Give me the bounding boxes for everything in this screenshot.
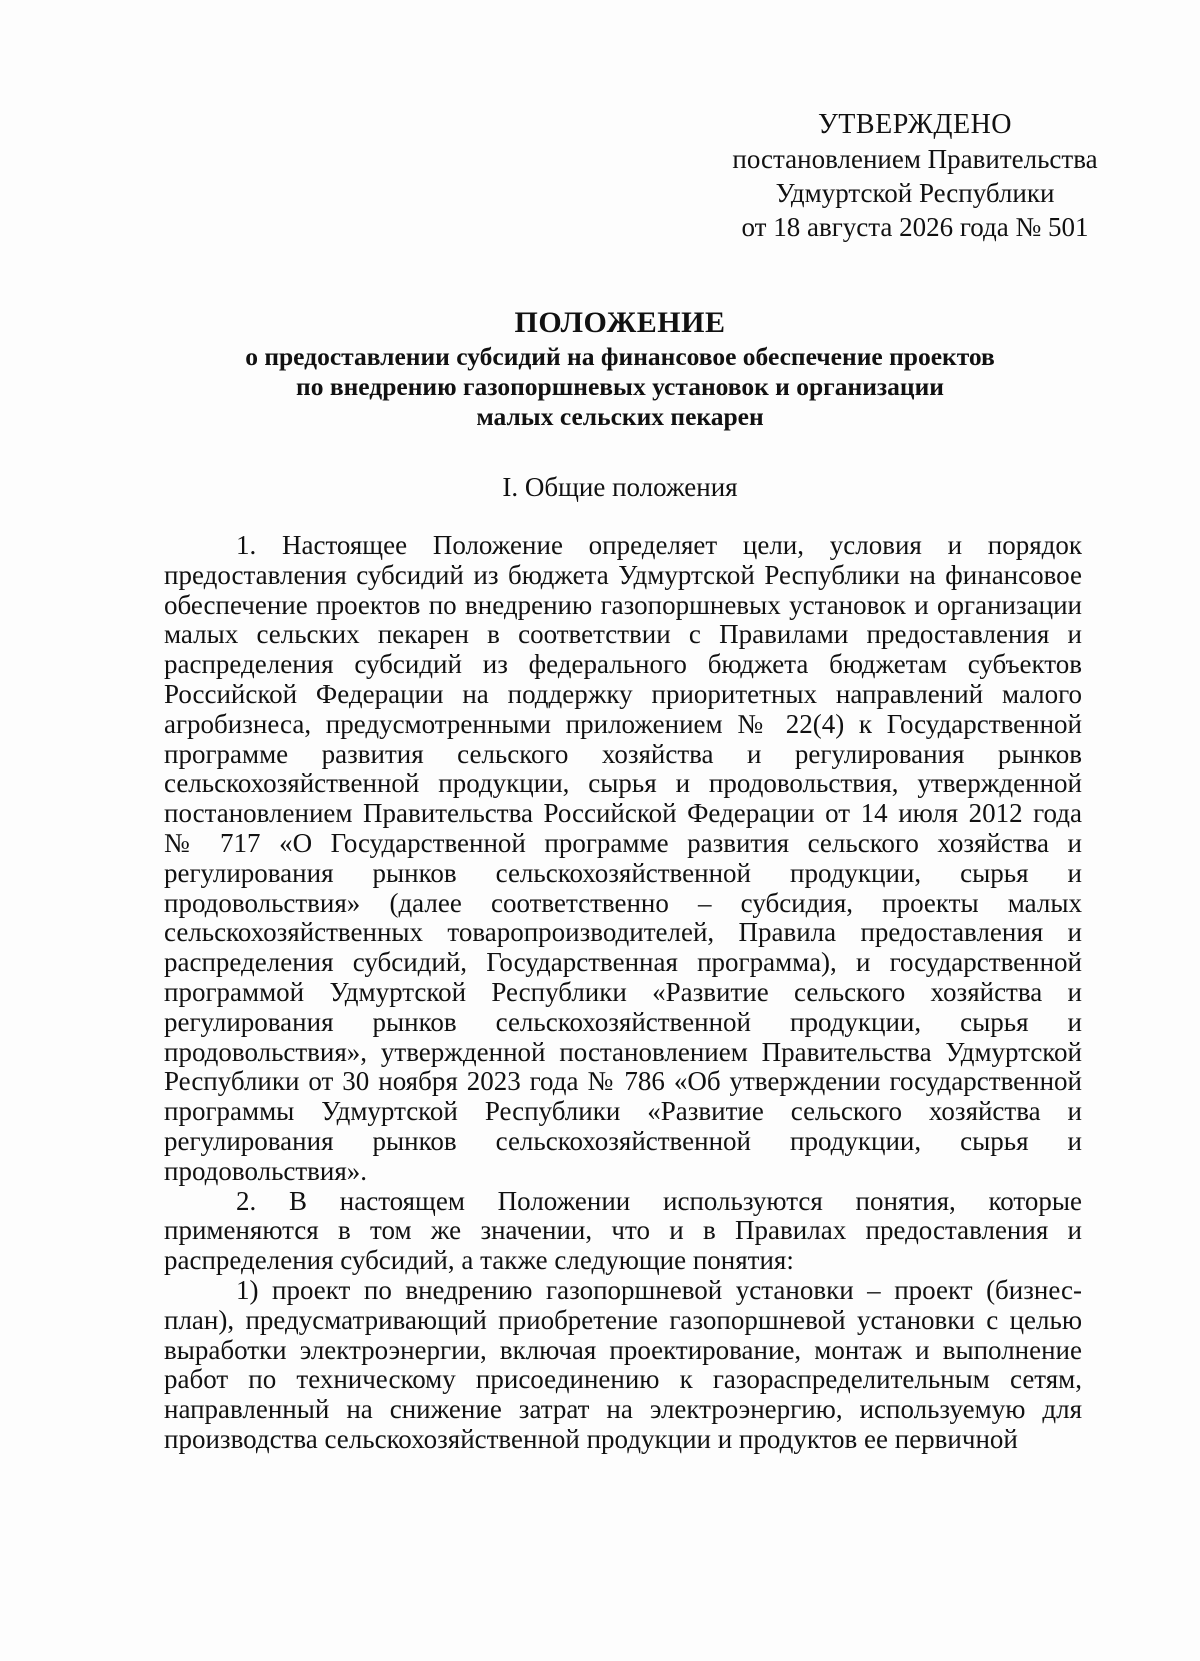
approval-heading: УТВЕРЖДЕНО: [817, 109, 1013, 140]
approval-stamp: [700, 108, 1130, 244]
title-heading: ПОЛОЖЕНИЕ: [514, 306, 726, 339]
document-body: [164, 531, 1082, 1455]
title-subline: о предоставлении субсидий на финансовое обеспечение проектов: [245, 342, 995, 371]
document-title: [160, 304, 1080, 432]
approval-line: Удмуртской Республики: [775, 178, 1055, 208]
paragraph: 2. В настоящем Положении используются понятия, которые применяются в том же значении, что и в Правилах предоставления и распределения субсидий, а также следующие понятия:: [164, 1185, 1082, 1276]
approval-date-number: от 18 августа 2026 года № 501: [741, 212, 1089, 242]
section-heading: I. Общие положения: [502, 472, 738, 502]
title-subline: малых сельских пекарен: [476, 402, 764, 431]
approval-line: постановлением Правительства: [732, 144, 1098, 174]
paragraph: 1) проект по внедрению газопоршневой установки – проект (бизнес-план), предусматривающий приобретение газопоршневой установки с целью выработки электроэнергии, включая проектирование, монтаж и выполнение работ по техническому присоединению к газораспределительным сетям, направленный на снижение затрат на электроэнергию, используемую для производства сельскохозяйственной продукции и продуктов ее первичной: [164, 1274, 1082, 1454]
title-subline: по внедрению газопоршневых установок и организации: [296, 372, 944, 401]
paragraph: 1. Настоящее Положение определяет цели, условия и порядок предоставления субсидий из бюджета Удмуртской Республики на финансовое обеспечение проектов по внедрению газопоршневых установок и организации малых сельских пекарен в соответствии с Правилами предоставления и распределения субсидий из федерального бюджета бюджетам субъектов Российской Федерации на поддержку приоритетных направлений малого агробизнеса, предусмотренными приложением № 22(4) к Государственной программе развития сельского хозяйства и регулирования рынков сельскохозяйственной продукции, сырья и продовольствия, утвержденной постановлением Правительства Российской Федерации от 14 июля 2012 года № 717 «О Государственной программе развития сельского хозяйства и регулирования рынков сельскохозяйственной продукции, сырья и продовольствия» (далее соответственно – субсидия, проекты малых сельскохозяйственных товаропроизводителей, Правила предоставления и распределения субсидий, Государственная программа), и государственной программой Удмуртской Республики «Развитие сельского хозяйства и регулирования рынков сельскохозяйственной продукции, сырья и продовольствия», утвержденной постановлением Правительства Удмуртской Республики от 30 ноября 2023 года № 786 «Об утверждении государственной программы Удмуртской Республики «Развитие сельского хозяйства и регулирования рынков сельскохозяйственной продукции, сырья и продовольствия».: [164, 530, 1082, 1186]
